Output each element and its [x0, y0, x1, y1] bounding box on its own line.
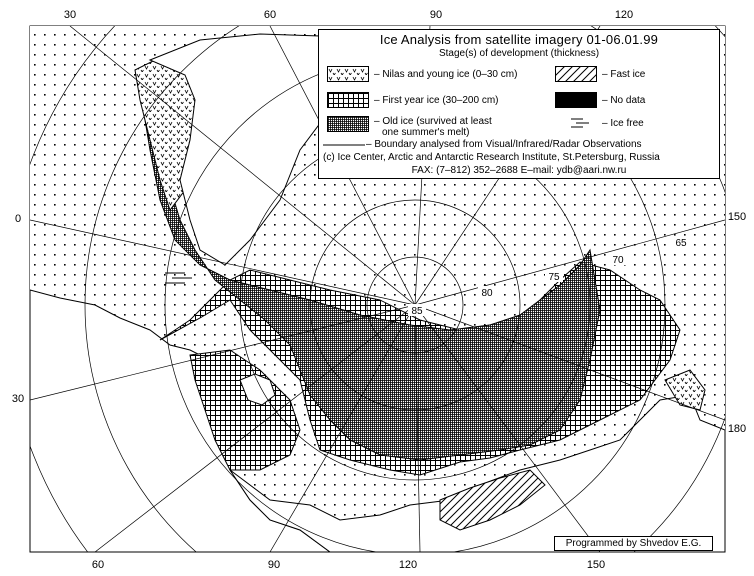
legend-label-nilas: – Nilas and young ice (0–30 cm) [374, 69, 518, 80]
lat-label-85: 85 [411, 306, 423, 317]
legend-contact: FAX: (7–812) 352–2688 E–mail: ydb@aari.nw.ru [411, 165, 627, 176]
swatch-no-data [555, 92, 597, 108]
swatch-nilas [327, 66, 369, 82]
bottom-tick-60: 60 [91, 559, 105, 571]
swatch-old-ice [327, 116, 369, 132]
lat-label-75: 75 [548, 272, 560, 283]
legend-label-ice-free: – Ice free [602, 118, 644, 129]
right-tick-180: 180 [727, 423, 747, 435]
legend-label-no-data: – No data [602, 95, 646, 106]
left-tick-30: 30 [11, 393, 25, 405]
legend-subtitle: Stage(s) of development (thickness) [438, 48, 600, 59]
lat-label-80: 80 [481, 288, 493, 299]
top-tick-120: 120 [614, 9, 634, 21]
left-tick-0: 0 [14, 213, 22, 225]
bottom-tick-150: 150 [586, 559, 606, 571]
credit-label: Programmed by Shvedov E.G. [554, 536, 713, 551]
legend-panel [318, 29, 720, 179]
swatch-ice-free [569, 116, 591, 130]
swatch-first-year [327, 92, 369, 108]
bottom-tick-90: 90 [267, 559, 281, 571]
legend-copyright: (c) Ice Center, Arctic and Antarctic Research Institute, St.Petersburg, Russia [323, 152, 660, 163]
top-tick-90: 90 [429, 9, 443, 21]
swatch-boundary [323, 143, 365, 147]
legend-label-old-ice-2: one summer's melt) [382, 127, 470, 138]
lat-label-70: 70 [612, 255, 624, 266]
legend-label-first-year: – First year ice (30–200 cm) [374, 95, 499, 106]
top-tick-60: 60 [263, 9, 277, 21]
swatch-fast-ice [555, 66, 597, 82]
legend-label-old-ice: – Old ice (survived at least [374, 116, 492, 127]
legend-label-fast-ice: – Fast ice [602, 69, 646, 80]
right-tick-150: 150 [727, 211, 747, 223]
legend-label-boundary: – Boundary analysed from Visual/Infrared/Radar Observations [366, 139, 642, 150]
legend-title: Ice Analysis from satellite imagery 01-06.01.99 [379, 32, 659, 47]
top-tick-30: 30 [63, 9, 77, 21]
lat-label-65: 65 [675, 238, 687, 249]
bottom-tick-120: 120 [398, 559, 418, 571]
